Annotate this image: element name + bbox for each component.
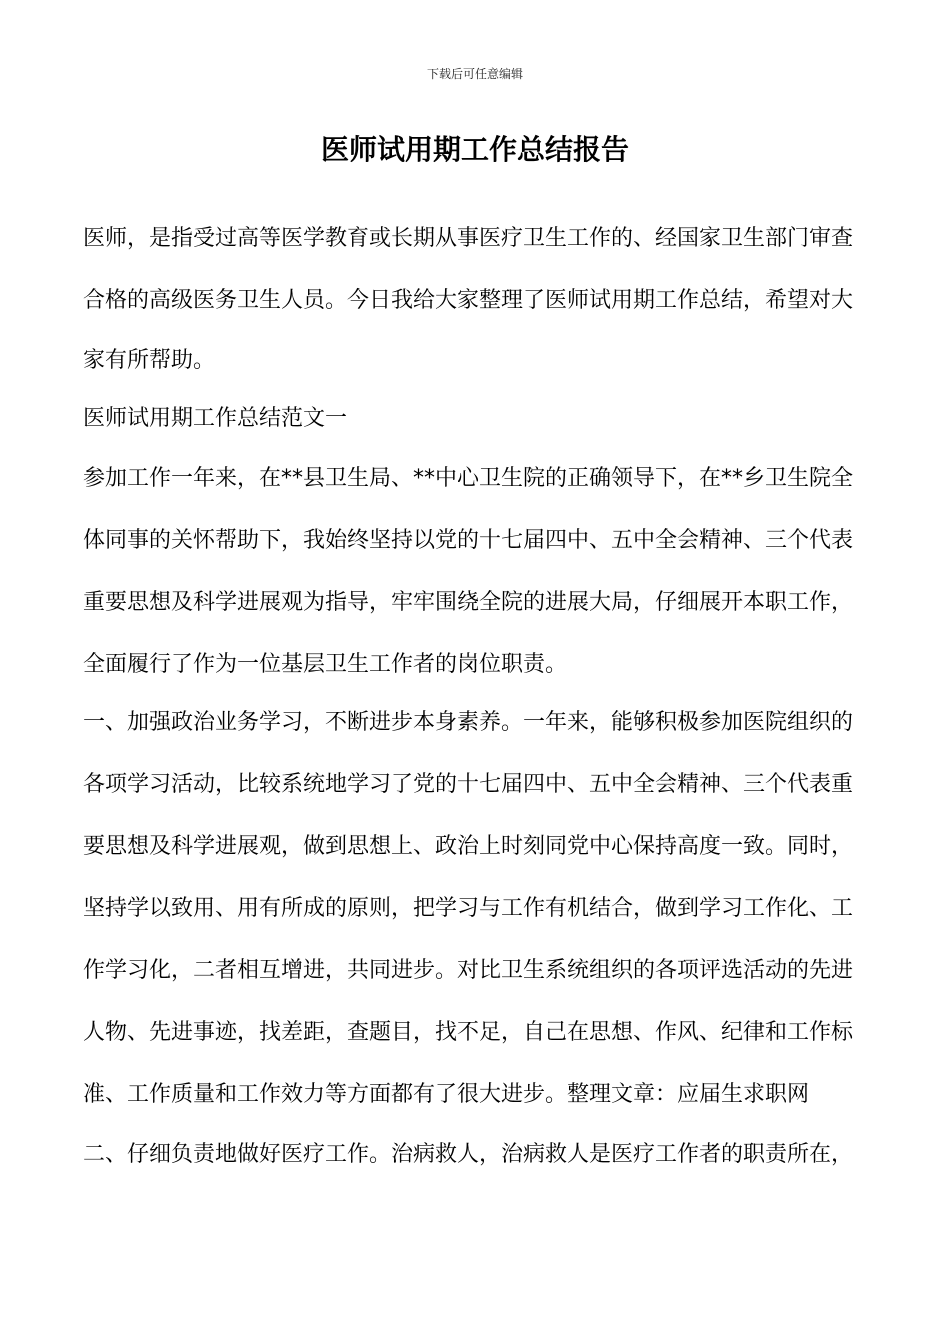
body-line: 合格的高级医务卫生人员。今日我给大家整理了医师试用期工作总结，希望对大 bbox=[83, 288, 854, 313]
body-line: 一、加强政治业务学习，不断进步本身素养。一年来，能够积极参加医院组织的 bbox=[83, 710, 854, 735]
body-line: 体同事的关怀帮助下，我始终坚持以党的十七届四中、五中全会精神、三个代表 bbox=[83, 528, 854, 553]
body-line: 家有所帮助。 bbox=[83, 348, 216, 373]
body-line: 医师，是指受过高等医学教育或长期从事医疗卫生工作的、经国家卫生部门审查 bbox=[83, 226, 854, 251]
body-line: 作学习化，二者相互增进，共同进步。对比卫生系统组织的各项评选活动的先进 bbox=[83, 958, 854, 983]
body-line: 二、仔细负责地做好医疗工作。治病救人，治病救人是医疗工作者的职责所在， bbox=[83, 1142, 854, 1167]
body-line: 人物、先进事迹，找差距，查题目，找不足，自己在思想、作风、纪律和工作标 bbox=[83, 1020, 854, 1045]
header-note: 下载后可任意编辑 bbox=[426, 67, 523, 81]
body-line: 坚持学以致用、用有所成的原则，把学习与工作有机结合，做到学习工作化、工 bbox=[83, 896, 854, 921]
body-line: 参加工作一年来，在**县卫生局、**中心卫生院的正确领导下，在**乡卫生院全 bbox=[83, 466, 854, 491]
document-title: 医师试用期工作总结报告 bbox=[320, 133, 629, 166]
body-line: 各项学习活动，比较系统地学习了党的十七届四中、五中全会精神、三个代表重 bbox=[83, 772, 854, 797]
section-heading: 医师试用期工作总结范文一 bbox=[83, 406, 348, 431]
body-line: 要思想及科学进展观，做到思想上、政治上时刻同党中心保持高度一致。同时， bbox=[83, 834, 854, 859]
body-line: 准、工作质量和工作效力等方面都有了很大进步。整理文章：应届生求职网 bbox=[83, 1082, 810, 1107]
body-line: 全面履行了作为一位基层卫生工作者的岗位职责。 bbox=[83, 652, 568, 677]
body-line: 重要思想及科学进展观为指导，牢牢围绕全院的进展大局，仔细展开本职工作， bbox=[83, 590, 854, 615]
